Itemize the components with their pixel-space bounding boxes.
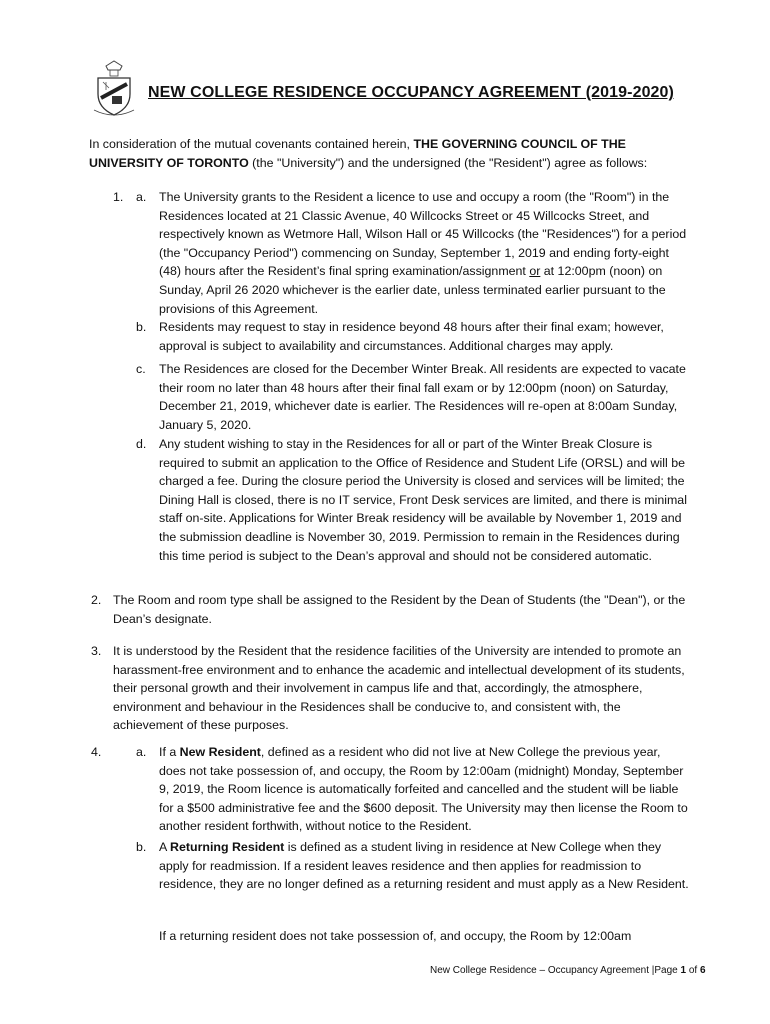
page-footer — [430, 965, 706, 976]
section-4b-text-post: is defined as a student living in residence at New College when they apply for readmission. If a resident leaves residence and then applies for readmission to residence, they are no longer defined as a returning resident and must apply as a New Resident. — [159, 840, 689, 892]
section-1c-label: c. — [136, 362, 146, 376]
section-1a-text-post: at 12:00pm (noon) on Sunday, April 26 2020 whichever is the earlier date, unless terminated earlier pursuant to the provisions of this Agreement. — [159, 264, 666, 316]
footer-page-number: 1 — [680, 965, 687, 976]
section-3-number: 3. — [91, 644, 102, 658]
document-title: NEW COLLEGE RESIDENCE OCCUPANCY AGREEMENT (2019-2020) — [148, 84, 674, 101]
section-4-number: 4. — [91, 745, 102, 759]
section-4a-text-post: , defined as a resident who did not live at New College the previous year, does not take possession of, and occupy, the Room by 12:00am (midnight) Monday, September 9, 2019, the Room licence is automatically forfeited and cancelled and the student will be liable for a $500 administrative fee and the $600 deposit. The University may then license the Room to another resident forthwith, without notice to the Resident. — [159, 745, 688, 834]
intro-party-name: THE GOVERNING COUNCIL OF THE UNIVERSITY OF TORONTO — [89, 137, 626, 170]
section-4a-text — [159, 743, 689, 836]
section-1-number: 1. — [113, 190, 124, 204]
section-1a-text-pre: The University grants to the Resident a licence to use and occupy a room (the "Room") in the Residences located at 21 Classic Avenue, 40 Willcocks Street or 45 Willcocks Street, and respectively known as Wetmore Hall, Wilson Hall or 45 Willcocks (the "Residences") for a period (the "Occupancy Period") commencing on Sunday, September 1, 2019 and ending forty-eight (48) hours after the Resident’s final spring examination/assignment — [159, 190, 687, 279]
section-3-text: It is understood by the Resident that the residence facilities of the University are intended to promote an harassment-free environment and to enhance the academic and intellectual development of its students, their personal growth and their involvement in campus life and that, accordingly, the atmosphere, environment and behaviour in the Residences shall be conducive to, and consistent with, the achievement of these purposes. — [113, 644, 685, 733]
section-1a-underlined: or — [529, 264, 541, 279]
section-2-text: The Room and room type shall be assigned to the Resident by the Dean of Students (the "Dean"), or the Dean’s designate. — [113, 593, 686, 626]
section-4a-term: New Resident — [179, 745, 261, 759]
footer-of: of — [686, 965, 700, 976]
intro-text-pre: In consideration of the mutual covenants contained herein, — [89, 137, 414, 151]
section-1b-text: Residents may request to stay in residence beyond 48 hours after their final exam; however, approval is subject to availability and circumstances. Additional charges may apply. — [159, 320, 664, 353]
section-4b-term: Returning Resident — [170, 840, 285, 854]
section-4b-text — [159, 838, 689, 894]
section-2-number: 2. — [91, 593, 102, 607]
footer-total-pages: 6 — [700, 965, 706, 976]
section-1b-label: b. — [136, 320, 147, 334]
section-1a-label: a. — [136, 190, 147, 204]
intro-text-post: (the "University") and the undersigned (the "Resident") agree as follows: — [248, 155, 648, 170]
section-4a-text-pre: If a — [159, 745, 180, 759]
section-1d-label: d. — [136, 437, 147, 451]
section-1a-text — [159, 188, 689, 318]
section-4a-label: a. — [136, 745, 147, 759]
college-crest-icon — [92, 60, 136, 118]
section-1c-text: The Residences are closed for the December Winter Break. All residents are expected to vacate their room no later than 48 hours after their final fall exam or by 12:00pm (noon) on Saturday, December 21, 2019, whichever date is earlier. The Residences will re-open at 8:00am Sunday, January 5, 2020. — [159, 362, 686, 432]
intro-paragraph — [89, 135, 689, 172]
footer-text: New College Residence – Occupancy Agreement |Page — [430, 965, 681, 976]
section-4b-label: b. — [136, 840, 147, 854]
section-1d-text: Any student wishing to stay in the Residences for all or part of the Winter Break Closure is required to submit an application to the Office of Residence and Student Life (ORSL) and will be charged a fee. During the closure period the University is closed and services will be limited; the Dining Hall is closed, there is no IT service, Front Desk services are limited, and there is minimal staff on-site. Applications for Winter Break residency will be available by November 1, 2019 and the submission deadline is November 30, 2019. Permission to remain in the Residences during this time period is subject to the Dean’s approval and should not be considered automatic. — [159, 437, 687, 563]
section-4b-continued: If a returning resident does not take possession of, and occupy, the Room by 12:00am — [159, 929, 632, 943]
section-4b-text-pre: A — [159, 840, 171, 854]
